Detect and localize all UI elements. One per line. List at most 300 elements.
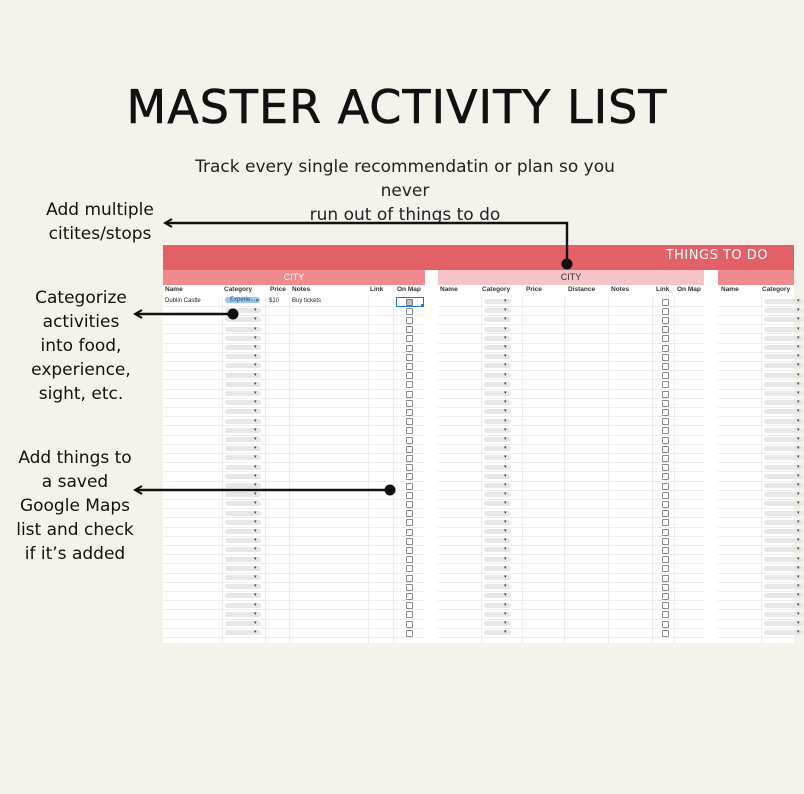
chevron-down-icon: ▾ (797, 426, 800, 433)
row-divider (438, 600, 704, 601)
on-map-checkbox[interactable] (406, 602, 413, 609)
row-divider (718, 471, 794, 472)
row-divider (438, 444, 704, 445)
on-map-checkbox[interactable] (662, 299, 669, 306)
chevron-down-icon: ▾ (504, 344, 507, 350)
row-divider (163, 508, 425, 509)
row-divider (438, 628, 704, 629)
row-divider (163, 389, 425, 390)
callout-line: Categorize (35, 288, 127, 308)
row-divider (163, 333, 425, 334)
on-map-checkbox[interactable] (662, 427, 669, 434)
sheet-grid (163, 270, 425, 643)
on-map-checkbox[interactable] (406, 575, 413, 582)
column-header: Notes (611, 286, 630, 293)
chevron-down-icon: ▾ (504, 574, 507, 580)
row-divider (438, 471, 704, 472)
chevron-down-icon: ▾ (797, 380, 800, 387)
sheet-grid (718, 270, 800, 643)
spreadsheet (163, 245, 800, 643)
on-map-checkbox[interactable] (406, 483, 413, 490)
chevron-down-icon: ▾ (504, 463, 507, 470)
row-divider (718, 499, 794, 500)
chevron-down-icon: ▾ (797, 620, 800, 626)
on-map-checkbox[interactable] (406, 464, 413, 471)
chevron-down-icon: ▾ (254, 546, 257, 553)
row-divider (718, 398, 794, 399)
column-header: Category (762, 286, 791, 293)
row-divider (438, 370, 704, 371)
on-map-checkbox[interactable] (406, 363, 413, 370)
chevron-down-icon: ▾ (504, 298, 507, 304)
on-map-checkbox[interactable] (662, 418, 669, 425)
on-map-checkbox[interactable] (406, 391, 413, 398)
row-divider (718, 545, 794, 546)
callout-line: list and check (16, 520, 134, 540)
on-map-checkbox[interactable] (406, 611, 413, 618)
on-map-checkbox[interactable] (406, 354, 413, 361)
row-divider (718, 554, 794, 555)
row-divider (718, 333, 794, 334)
chevron-down-icon: ▾ (797, 528, 800, 534)
on-map-checkbox[interactable] (406, 446, 413, 453)
row-divider (718, 591, 794, 592)
chevron-down-icon: ▾ (797, 482, 800, 488)
chevron-down-icon: ▾ (504, 445, 507, 452)
chevron-down-icon: ▾ (254, 574, 257, 580)
row-divider (163, 462, 425, 463)
chevron-down-icon: ▾ (504, 537, 507, 544)
on-map-checkbox[interactable] (406, 519, 413, 526)
chevron-down-icon: ▾ (504, 454, 507, 461)
row-divider (718, 407, 794, 408)
row-divider (438, 563, 704, 564)
on-map-checkbox[interactable] (662, 464, 669, 471)
row-divider (163, 343, 425, 344)
on-map-checkbox[interactable] (662, 400, 669, 407)
on-map-checkbox[interactable] (662, 409, 669, 416)
chevron-down-icon: ▾ (254, 399, 257, 406)
chevron-down-icon: ▾ (254, 500, 257, 507)
on-map-checkbox[interactable] (406, 593, 413, 600)
chevron-down-icon: ▾ (797, 298, 800, 304)
row-divider (718, 481, 794, 482)
chevron-down-icon: ▾ (254, 371, 257, 378)
chevron-down-icon: ▾ (504, 408, 507, 415)
on-map-checkbox[interactable] (662, 593, 669, 600)
row-divider (163, 444, 425, 445)
chevron-down-icon: ▾ (504, 518, 507, 525)
on-map-checkbox[interactable] (406, 473, 413, 480)
on-map-checkbox[interactable] (662, 345, 669, 352)
chevron-down-icon: ▾ (254, 564, 257, 571)
chevron-down-icon: ▾ (504, 592, 507, 599)
row-divider (163, 499, 425, 500)
chevron-down-icon: ▾ (254, 509, 257, 516)
callout-line: Google Maps (19, 496, 131, 516)
row-divider (438, 490, 704, 491)
on-map-checkbox[interactable] (662, 473, 669, 480)
callout-line: citites/stops (48, 224, 152, 244)
row-divider (163, 527, 425, 528)
chevron-down-icon: ▾ (254, 426, 257, 433)
row-divider (163, 582, 425, 583)
row-divider (163, 416, 425, 417)
row-divider (438, 545, 704, 546)
column-header: Name (440, 286, 458, 293)
on-map-checkbox[interactable] (662, 519, 669, 526)
row-divider (718, 324, 794, 325)
chevron-down-icon: ▾ (797, 436, 800, 442)
row-divider (718, 444, 794, 445)
chevron-down-icon: ▾ (254, 601, 257, 608)
chevron-down-icon: ▾ (504, 500, 507, 507)
on-map-checkbox[interactable] (662, 556, 669, 563)
subtitle-line: Track every single recommendatin or plan so you never (195, 157, 615, 201)
chevron-down-icon: ▾ (797, 601, 800, 608)
chevron-down-icon: ▾ (797, 537, 800, 544)
on-map-checkbox[interactable] (406, 326, 413, 333)
on-map-checkbox[interactable] (662, 584, 669, 591)
row-divider (438, 343, 704, 344)
on-map-checkbox[interactable] (662, 317, 669, 324)
chevron-down-icon: ▾ (254, 472, 257, 479)
row-divider (163, 306, 425, 307)
row-divider (163, 563, 425, 564)
chevron-down-icon: ▾ (797, 399, 800, 406)
row-divider (438, 435, 704, 436)
row-divider (438, 398, 704, 399)
on-map-checkbox[interactable] (406, 529, 413, 536)
chevron-down-icon: ▾ (797, 307, 800, 314)
things-to-do-banner (163, 245, 794, 270)
chevron-down-icon: ▾ (797, 353, 800, 360)
chevron-down-icon: ▾ (504, 610, 507, 617)
on-map-checkbox[interactable] (662, 529, 669, 536)
chevron-down-icon: ▾ (254, 362, 257, 369)
on-map-checkbox[interactable] (406, 565, 413, 572)
callout-multiple-stops (34, 198, 166, 246)
column-header: Name (165, 286, 183, 293)
chevron-down-icon: ▾ (797, 472, 800, 479)
chevron-down-icon: ▾ (254, 316, 257, 323)
row-divider (718, 435, 794, 436)
chevron-down-icon: ▾ (797, 610, 800, 617)
chevron-down-icon: ▾ (254, 353, 257, 360)
row-divider (718, 379, 794, 380)
callout-line: into food, (40, 336, 122, 356)
row-divider (718, 563, 794, 564)
row-divider (163, 315, 425, 316)
on-map-checkbox[interactable] (662, 630, 669, 637)
row-divider (718, 517, 794, 518)
row-divider (163, 379, 425, 380)
column-header: Link (370, 286, 384, 293)
city-section-3 (718, 270, 800, 643)
section-header: CITY (438, 270, 704, 285)
on-map-checkbox[interactable] (406, 556, 413, 563)
row-divider (718, 600, 794, 601)
row-divider (163, 481, 425, 482)
chevron-down-icon: ▾ (254, 592, 257, 599)
chevron-down-icon: ▾ (504, 509, 507, 516)
on-map-checkbox[interactable] (662, 354, 669, 361)
row-divider (718, 637, 794, 638)
chevron-down-icon: ▾ (504, 417, 507, 424)
row-divider (163, 398, 425, 399)
row-divider (718, 582, 794, 583)
row-divider (438, 352, 704, 353)
on-map-checkbox[interactable] (406, 621, 413, 628)
chevron-down-icon: ▾ (504, 426, 507, 433)
chevron-down-icon: ▾ (797, 463, 800, 470)
row-divider (163, 573, 425, 574)
chevron-down-icon: ▾ (504, 491, 507, 498)
row-divider (718, 425, 794, 426)
row-divider (163, 628, 425, 629)
row-divider (718, 573, 794, 574)
chevron-down-icon: ▾ (254, 454, 257, 461)
row-divider (718, 609, 794, 610)
cell-name[interactable]: Dublin Castle (165, 298, 201, 304)
chevron-down-icon: ▾ (254, 390, 257, 396)
on-map-checkbox[interactable] (406, 409, 413, 416)
cell-price[interactable]: $10 (269, 298, 280, 304)
row-divider (438, 379, 704, 380)
chevron-down-icon: ▾ (797, 518, 800, 525)
on-map-checkbox[interactable] (406, 501, 413, 508)
on-map-checkbox[interactable] (662, 547, 669, 554)
chevron-down-icon: ▾ (504, 436, 507, 442)
chevron-down-icon: ▾ (797, 390, 800, 396)
chevron-down-icon: ▾ (797, 316, 800, 323)
on-map-checkbox[interactable] (406, 372, 413, 379)
row-divider (163, 554, 425, 555)
on-map-checkbox[interactable] (662, 308, 669, 315)
chevron-down-icon: ▾ (254, 491, 257, 498)
row-divider (438, 554, 704, 555)
chevron-down-icon: ▾ (797, 362, 800, 369)
row-divider (718, 361, 794, 362)
on-map-checkbox[interactable] (406, 418, 413, 425)
row-divider (438, 407, 704, 408)
column-header: Category (224, 286, 253, 293)
on-map-checkbox[interactable] (406, 381, 413, 388)
row-divider (438, 389, 704, 390)
chevron-down-icon: ▾ (797, 564, 800, 571)
chevron-down-icon: ▾ (254, 537, 257, 544)
chevron-down-icon: ▾ (797, 408, 800, 415)
on-map-checkbox[interactable] (662, 363, 669, 370)
on-map-checkbox[interactable] (406, 427, 413, 434)
chevron-down-icon: ▾ (504, 334, 507, 341)
row-divider (163, 609, 425, 610)
callout-line: Add multiple (46, 200, 154, 220)
on-map-checkbox[interactable] (662, 510, 669, 517)
chevron-down-icon: ▾ (504, 528, 507, 534)
row-divider (718, 416, 794, 417)
chevron-down-icon: ▾ (254, 436, 257, 442)
chevron-down-icon: ▾ (504, 629, 507, 636)
row-divider (438, 527, 704, 528)
row-divider (718, 628, 794, 629)
on-map-checkbox[interactable] (406, 510, 413, 517)
category-chip[interactable]: Experie... (225, 297, 260, 303)
row-divider (438, 462, 704, 463)
on-map-checkbox[interactable] (406, 335, 413, 342)
row-divider (163, 517, 425, 518)
row-divider (438, 333, 704, 334)
city-section-2 (438, 270, 704, 643)
chevron-down-icon: ▾ (254, 629, 257, 636)
column-header: Price (526, 286, 542, 293)
on-map-checkbox[interactable] (662, 492, 669, 499)
row-divider (438, 425, 704, 426)
row-divider (163, 591, 425, 592)
chevron-down-icon: ▾ (797, 509, 800, 516)
on-map-checkbox[interactable] (662, 621, 669, 628)
on-map-checkbox[interactable] (662, 381, 669, 388)
chevron-down-icon: ▾ (504, 353, 507, 360)
on-map-checkbox[interactable] (662, 501, 669, 508)
row-divider (438, 324, 704, 325)
chevron-down-icon: ▾ (797, 454, 800, 461)
row-divider (163, 637, 425, 638)
chevron-down-icon: ▾ (797, 344, 800, 350)
row-divider (718, 389, 794, 390)
row-divider (438, 361, 704, 362)
row-divider (163, 435, 425, 436)
on-map-checkbox[interactable] (662, 602, 669, 609)
row-divider (163, 370, 425, 371)
on-map-checkbox[interactable] (662, 446, 669, 453)
sheet-grid (438, 270, 704, 643)
chevron-down-icon: ▾ (504, 472, 507, 479)
chevron-down-icon: ▾ (504, 399, 507, 406)
row-divider (163, 600, 425, 601)
callout-line: Add things to (18, 448, 132, 468)
row-divider (718, 536, 794, 537)
row-divider (438, 499, 704, 500)
column-header: Name (721, 286, 739, 293)
on-map-checkbox[interactable] (406, 437, 413, 444)
chevron-down-icon: ▾ (504, 555, 507, 562)
chevron-down-icon: ▾ (797, 325, 800, 332)
on-map-checkbox[interactable] (406, 317, 413, 324)
chevron-down-icon: ▾ (254, 528, 257, 534)
on-map-checkbox[interactable] (406, 308, 413, 315)
column-header: Notes (292, 286, 311, 293)
on-map-checkbox[interactable] (662, 455, 669, 462)
cell-notes[interactable]: Buy tickets (292, 298, 322, 304)
section-gap (704, 270, 718, 643)
chevron-down-icon: ▾ (797, 574, 800, 580)
chevron-down-icon: ▾ (797, 629, 800, 636)
row-divider (438, 591, 704, 592)
on-map-checkbox[interactable] (406, 400, 413, 407)
on-map-checkbox[interactable] (662, 483, 669, 490)
row-divider (438, 453, 704, 454)
on-map-checkbox[interactable] (662, 437, 669, 444)
row-divider (163, 471, 425, 472)
row-divider (163, 545, 425, 546)
page-subtitle (170, 155, 640, 227)
on-map-checkbox[interactable] (406, 630, 413, 637)
row-divider (438, 619, 704, 620)
chevron-down-icon: ▾ (254, 408, 257, 415)
row-divider (163, 425, 425, 426)
chevron-down-icon: ▾ (254, 518, 257, 525)
row-divider (438, 637, 704, 638)
row-divider (718, 370, 794, 371)
on-map-checkbox[interactable] (406, 345, 413, 352)
chevron-down-icon: ▾ (254, 380, 257, 387)
row-divider (718, 508, 794, 509)
column-header: On Map (397, 286, 421, 293)
section-gap (425, 270, 438, 643)
chevron-down-icon: ▾ (504, 564, 507, 571)
on-map-checkbox[interactable] (662, 611, 669, 618)
row-divider (718, 490, 794, 491)
on-map-checkbox[interactable] (406, 584, 413, 591)
chevron-down-icon: ▾ (254, 325, 257, 332)
on-map-checkbox[interactable] (406, 538, 413, 545)
on-map-checkbox[interactable] (662, 335, 669, 342)
chevron-down-icon: ▾ (504, 482, 507, 488)
callout-line: if it’s added (24, 544, 126, 564)
chevron-down-icon: ▾ (797, 592, 800, 599)
row-divider (438, 508, 704, 509)
row-divider (438, 416, 704, 417)
on-map-checkbox[interactable] (662, 575, 669, 582)
banner-title: THINGS TO DO (665, 248, 768, 263)
on-map-checkbox[interactable] (662, 372, 669, 379)
chevron-down-icon: ▾ (797, 417, 800, 424)
selection-handle[interactable] (421, 304, 424, 307)
column-header: Price (270, 286, 286, 293)
row-divider (163, 324, 425, 325)
row-divider (718, 619, 794, 620)
chevron-down-icon: ▾ (797, 500, 800, 507)
row-divider (718, 527, 794, 528)
row-divider (718, 352, 794, 353)
chevron-down-icon: ▾ (504, 371, 507, 378)
column-header: Distance (568, 286, 596, 293)
on-map-checkbox[interactable] (662, 326, 669, 333)
on-map-checkbox[interactable] (662, 538, 669, 545)
row-divider (438, 306, 704, 307)
callout-line: a saved (41, 472, 109, 492)
on-map-checkbox[interactable] (406, 547, 413, 554)
page-title: MASTER ACTIVITY LIST (126, 80, 668, 134)
column-header: Category (482, 286, 511, 293)
on-map-checkbox[interactable] (406, 455, 413, 462)
chevron-down-icon: ▾ (504, 380, 507, 387)
row-divider (163, 453, 425, 454)
row-divider (718, 306, 794, 307)
row-divider (438, 481, 704, 482)
on-map-checkbox[interactable] (662, 565, 669, 572)
on-map-checkbox[interactable] (406, 492, 413, 499)
row-divider (163, 361, 425, 362)
column-header: On Map (677, 286, 701, 293)
city-section-1 (163, 270, 425, 643)
column-header: Link (656, 286, 670, 293)
on-map-checkbox[interactable] (662, 391, 669, 398)
chevron-down-icon: ▾ (254, 463, 257, 470)
row-divider (438, 609, 704, 610)
selected-cell[interactable] (396, 297, 424, 307)
